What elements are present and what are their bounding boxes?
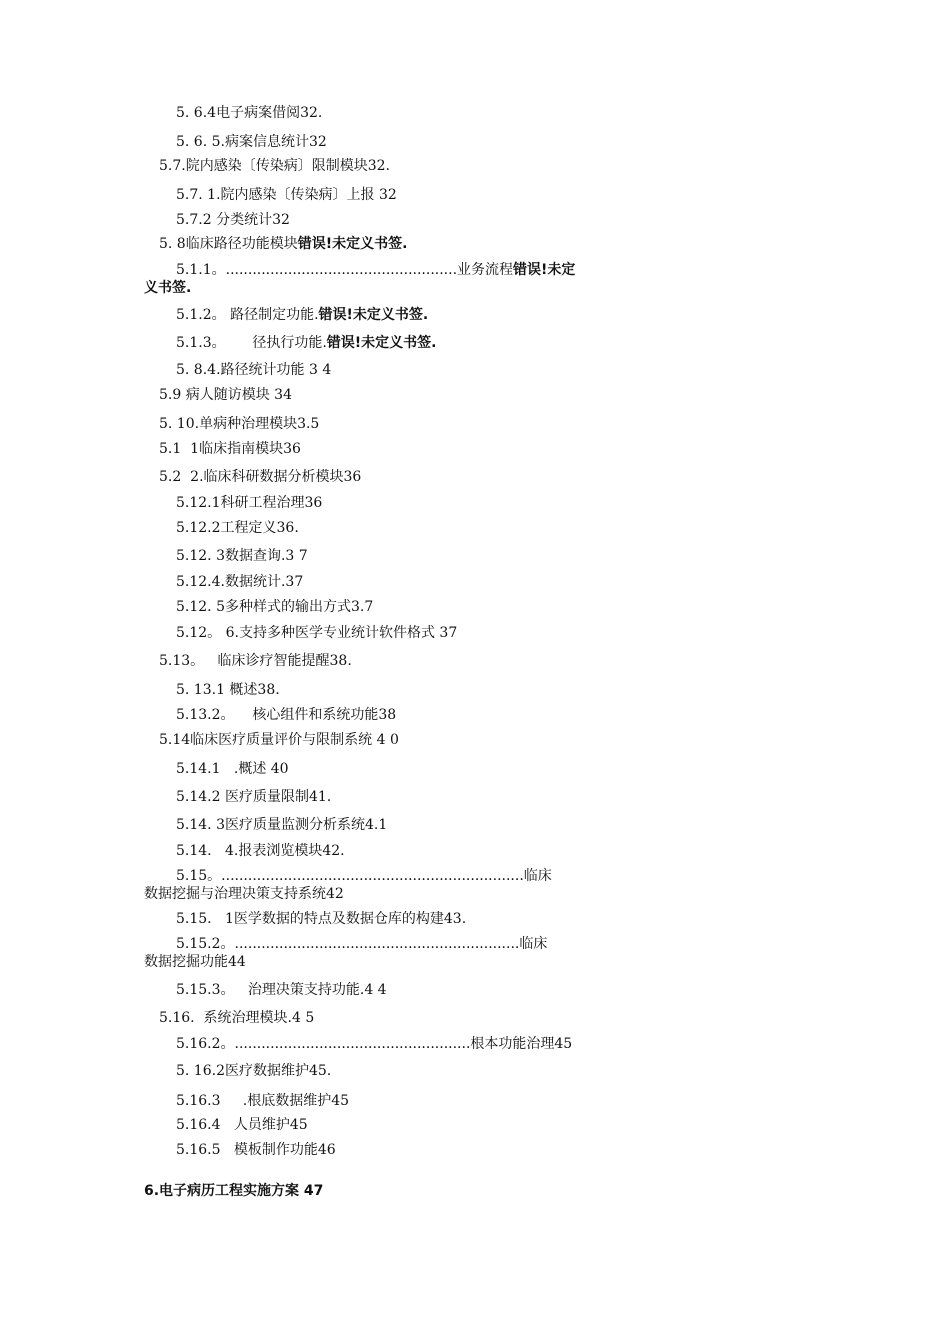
toc-entry: 5. 6. 5.病案信息统计32 bbox=[176, 134, 327, 150]
toc-entry: 5.15。....................................................................临床 bbox=[176, 868, 552, 884]
section-heading: 6.电子病历工程实施方案 47 bbox=[144, 1183, 324, 1199]
toc-entry: 5.7. 1.院内感染〔传染病〕上报 32 bbox=[176, 187, 397, 203]
toc-entry: 5.13.2。 核心组件和系统功能38 bbox=[176, 707, 397, 723]
toc-entry bbox=[176, 335, 436, 352]
toc-entry bbox=[176, 307, 428, 324]
toc-entry-text: 5.1.1。....................................................业务流程 bbox=[176, 262, 514, 278]
bookmark-error: 错误!未定义书签. bbox=[318, 307, 429, 323]
toc-entry: 5. 13.1 概述38. bbox=[176, 682, 280, 698]
toc-entry: 5.16.2。.....................................................根本功能治理45 bbox=[176, 1036, 573, 1052]
toc-entry: 5.16. 系统治理模块.4 5 bbox=[159, 1010, 315, 1026]
toc-entry: 5.12. 3数据查询.3 7 bbox=[176, 548, 308, 564]
toc-entry: 5.12.2工程定义36. bbox=[176, 520, 299, 536]
toc-entry: 5.9 病人随访模块 34 bbox=[159, 387, 292, 403]
toc-entry: 5.14.2 医疗质量限制41. bbox=[176, 789, 332, 805]
toc-entry: 5.14临床医疗质量评价与限制系统 4 0 bbox=[159, 732, 399, 748]
toc-entry: 5.12.1科研工程治理36 bbox=[176, 495, 323, 511]
toc-entry: 5.15. 1医学数据的特点及数据仓库的构建43. bbox=[176, 911, 467, 927]
toc-entry: 5.15.2。................................................................临床 bbox=[176, 936, 548, 952]
toc-entry-wrap: 数据挖掘功能44 bbox=[144, 954, 246, 970]
toc-entry: 5.7.院内感染〔传染病〕限制模块32. bbox=[159, 158, 390, 174]
toc-entry: 5.12.4.数据统计.37 bbox=[176, 574, 304, 590]
toc-entry: 5.7.2 分类统计32 bbox=[176, 212, 290, 228]
toc-entry bbox=[176, 262, 575, 279]
toc-entry: 5.16.4 人员维护45 bbox=[176, 1117, 308, 1133]
toc-entry: 5.16.3 .根底数据维护45 bbox=[176, 1093, 350, 1109]
toc-entry: 5.14.1 .概述 40 bbox=[176, 761, 289, 777]
toc-entry: 5.14. 3医疗质量监测分析系统4.1 bbox=[176, 817, 388, 833]
toc-entry: 5.14. 4.报表浏览模块42. bbox=[176, 843, 345, 859]
bookmark-error: 错误!未定 bbox=[513, 262, 576, 278]
toc-entry: 5. 8.4.路径统计功能 3 4 bbox=[176, 362, 332, 378]
toc-entry: 5.2 2.临床科研数据分析模块36 bbox=[159, 469, 362, 485]
toc-entry-wrap: 数据挖掘与治理决策支持系统42 bbox=[144, 886, 344, 902]
toc-entry-text: 5.1.2。 路径制定功能. bbox=[176, 307, 319, 323]
toc-entry: 5.16.5 模板制作功能46 bbox=[176, 1142, 336, 1158]
toc-entry: 5.13。 临床诊疗智能提醒38. bbox=[159, 653, 352, 669]
toc-entry: 5.15.3。 治理决策支持功能.4 4 bbox=[176, 982, 387, 998]
toc-entry: 5. 6.4电子病案借阅32. bbox=[176, 105, 323, 121]
toc-entry bbox=[159, 236, 407, 253]
toc-entry: 5.12。 6.支持多种医学专业统计软件格式 37 bbox=[176, 625, 458, 641]
toc-entry: 5. 10.单病种治理模块3.5 bbox=[159, 416, 320, 432]
toc-entry: 5. 16.2医疗数据维护45. bbox=[176, 1063, 332, 1079]
toc-entry: 5.12. 5多种样式的输出方式3.7 bbox=[176, 599, 374, 615]
toc-entry: 5.1 1临床指南模块36 bbox=[159, 441, 301, 457]
toc-entry-text: 5. 8临床路径功能模块 bbox=[159, 236, 298, 252]
bookmark-error: 错误!未定义书签. bbox=[297, 236, 408, 252]
toc-entry-text: 5.1.3。 径执行功能. bbox=[176, 335, 327, 351]
bookmark-error: 错误!未定义书签. bbox=[326, 335, 437, 351]
bookmark-error-wrap: 义书签. bbox=[144, 280, 192, 296]
